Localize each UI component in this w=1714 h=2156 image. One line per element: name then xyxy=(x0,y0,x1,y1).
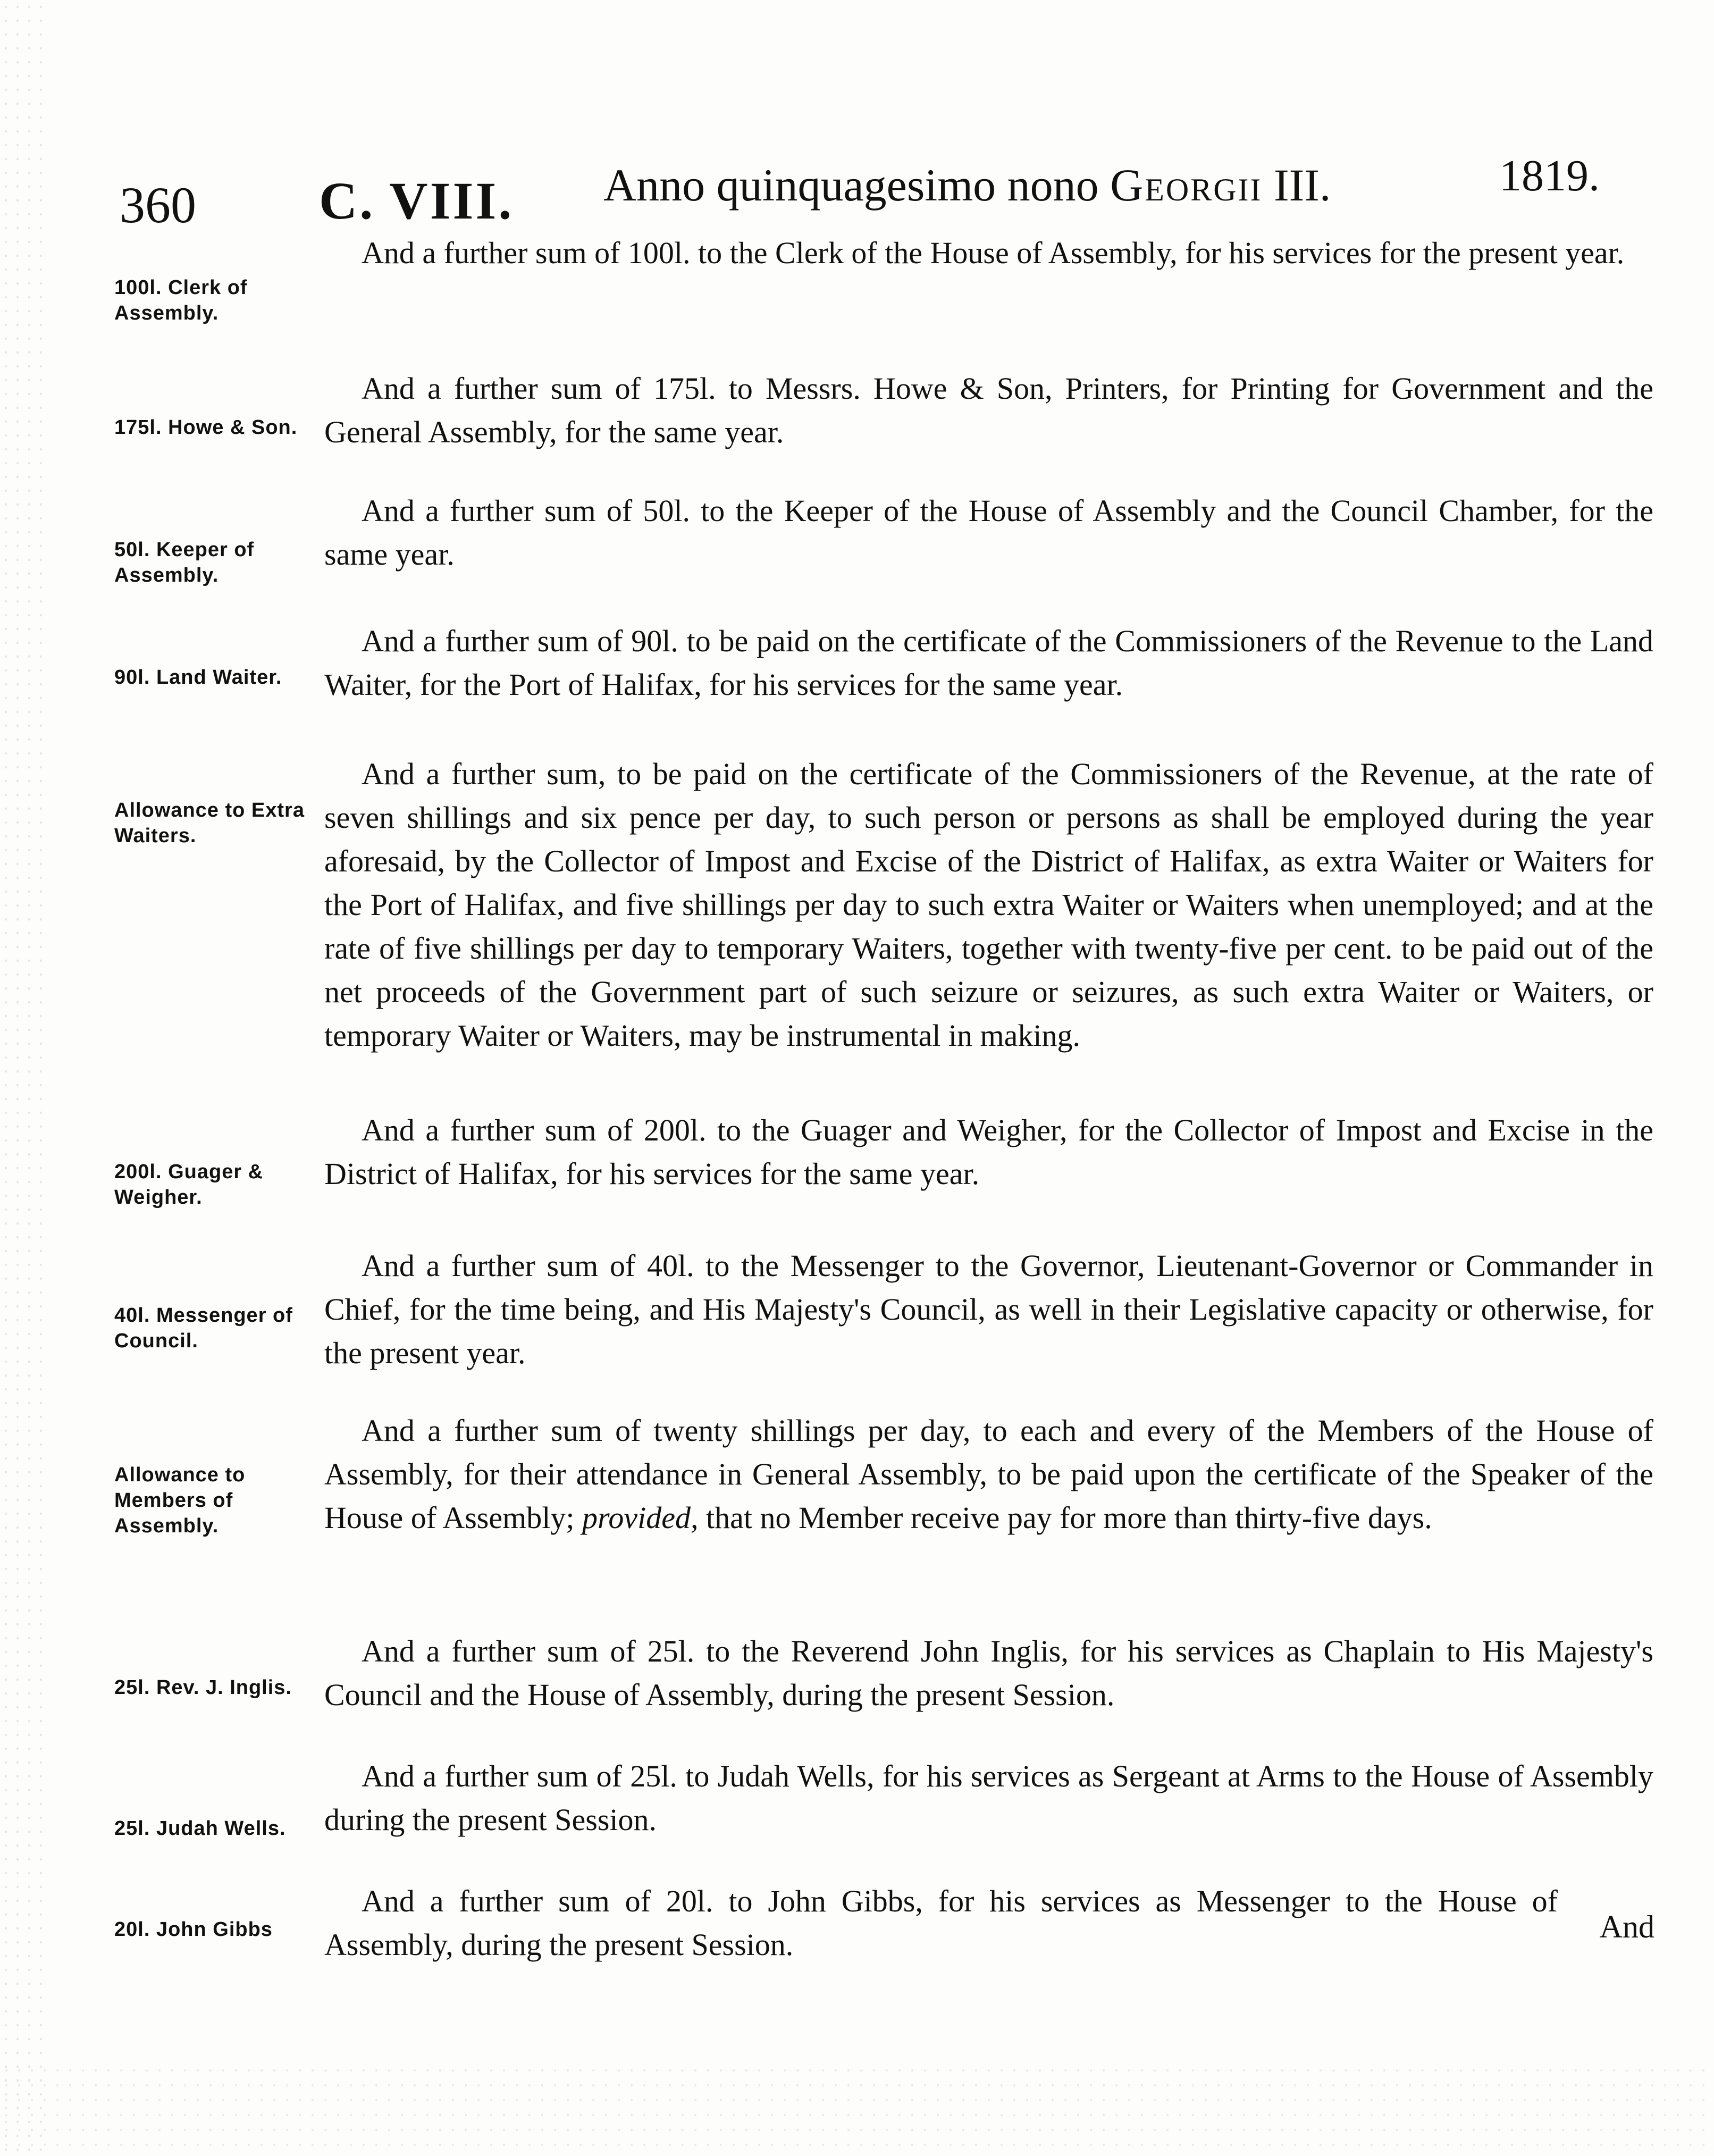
margin-note: 100l. Clerk of Assembly. xyxy=(114,276,248,324)
margin-note: 20l. John Gibbs xyxy=(114,1918,273,1941)
entry-text: And a further sum of 25l. to the Reverend John Inglis, for his services as Chaplain to His Majesty's Council and the House of Assembly, during the present Session. xyxy=(324,1634,1653,1712)
entry-text-before: And a further sum of twenty shillings per day, to each and every of the Members of the House of Assembly, for their attendance in General Assembly, to be paid upon the certificate of the Speaker of the House of Assembly; xyxy=(324,1413,1653,1535)
margin-note: 40l. Messenger of Council. xyxy=(114,1304,293,1352)
entry-text: And a further sum of 100l. to the Clerk of the House of Assembly, for his services for the present year. xyxy=(362,236,1625,270)
margin-note: Allowance to Extra Waiters. xyxy=(114,799,305,847)
entry-text: And a further sum of 20l. to John Gibbs, for his services as Messenger to the House of Assembly, during the present Session. xyxy=(324,1884,1558,1962)
year: 1819. xyxy=(1499,151,1600,200)
entry-text: And a further sum of 40l. to the Messenger to the Governor, Lieutenant-Governor or Commander in Chief, for the time being, and His Majesty's Council, as well in their Legislative capacity or otherwise, for the present year. xyxy=(324,1248,1653,1370)
entry-text: And a further sum of 175l. to Messrs. Howe & Son, Printers, for Printing for Government and the General Assembly, for the same year. xyxy=(324,371,1653,449)
running-title-name: Georgii xyxy=(1110,160,1263,211)
catchword: And xyxy=(1599,1909,1654,1944)
running-title-suffix: III. xyxy=(1274,160,1331,211)
margin-note: 25l. Rev. J. Inglis. xyxy=(114,1676,292,1699)
page-header xyxy=(0,149,1714,233)
entry-text: And a further sum of 200l. to the Guager and Weigher, for the Collector of Impost and Excise in the District of Halifax, for his services for the same year. xyxy=(324,1113,1653,1191)
margin-note: 200l. Guager & Weigher. xyxy=(114,1161,264,1209)
entry-text: And a further sum, to be paid on the certificate of the Commissioners of the Revenue, at the rate of seven shillings and six pence per day, to such person or persons as shall be employed during the year aforesaid, by the Collector of Impost and Excise of the District of Halifax, as extra Waiter or Waiters for the Port of Halifax, and five shillings per day to such extra Waiter or Waiters when unemployed; and at the rate of five shillings per day to temporary Waiters, together with twenty-five per cent. to be paid out of the net proceeds of the Government part of such seizure or seizures, as such extra Waiter or Waiters, or temporary Waiter or Waiters, may be instrumental in making. xyxy=(324,757,1653,1053)
chapter-heading: C. VIII. xyxy=(319,171,514,230)
entry-text: And a further sum of 50l. to the Keeper of the House of Assembly and the Council Chamber, for the same year. xyxy=(324,493,1653,572)
entry-text xyxy=(324,1409,1653,1540)
entry-text: And a further sum of 90l. to be paid on the certificate of the Commissioners of the Revenue to the Land Waiter, for the Port of Halifax, for his services for the same year. xyxy=(324,624,1653,702)
margin-note: 50l. Keeper of Assembly. xyxy=(114,539,255,586)
running-title-prefix: Anno quinquagesimo nono xyxy=(603,160,1099,211)
running-title xyxy=(603,158,1331,212)
margin-note: Allowance to Members of Assembly. xyxy=(114,1464,246,1537)
margin-note: 90l. Land Waiter. xyxy=(114,666,282,689)
page-number: 360 xyxy=(120,177,196,233)
entry-text-after: that no Member receive pay for more than thirty-five days. xyxy=(705,1500,1432,1535)
scan-noise-left xyxy=(0,0,48,2156)
margin-note: 25l. Judah Wells. xyxy=(114,1817,286,1840)
scan-noise-bottom xyxy=(0,2063,1714,2156)
entry-text: And a further sum of 25l. to Judah Wells, for his services as Sergeant at Arms to the House of Assembly during the present Session. xyxy=(324,1759,1653,1837)
entry-text-italic: provided, xyxy=(582,1500,699,1535)
margin-note: 175l. Howe & Son. xyxy=(114,416,298,439)
